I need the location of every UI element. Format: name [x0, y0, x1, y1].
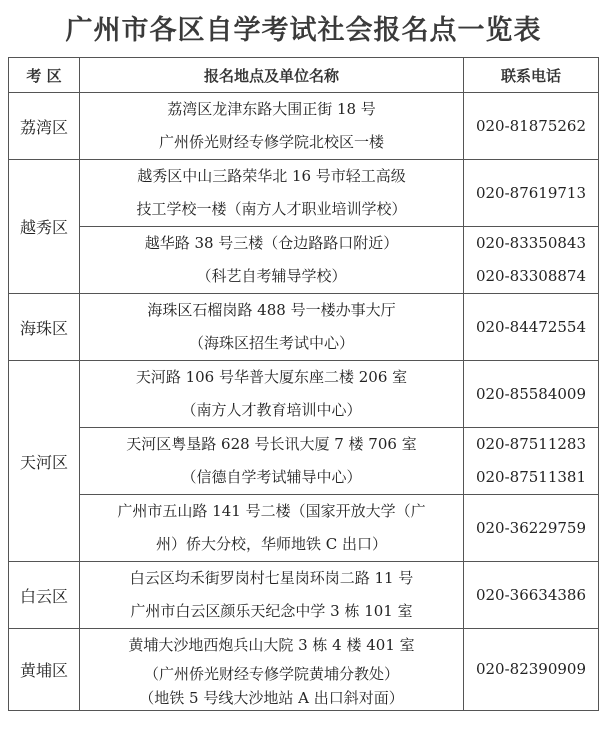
site-phone	[464, 562, 599, 629]
phone-number: 020-36634386	[475, 585, 587, 604]
address-line: （南方人才教育培训中心）	[181, 401, 362, 419]
table-header-row	[9, 58, 599, 93]
phone-number: 020-84472554	[475, 317, 587, 336]
site-address	[80, 495, 464, 562]
address-line: 黄埔大沙地西炮兵山大院 3 栋 4 楼 401 室	[128, 636, 415, 654]
header-phone: 联系电话	[464, 58, 599, 93]
phone-number: 020-87619713	[475, 183, 587, 202]
address-line: 广州市白云区颜乐天纪念中学 3 栋 101 室	[130, 602, 413, 620]
address-line: 越华路 38 号三楼（仓边路路口附近）	[144, 234, 399, 252]
address-line: （广州侨光财经专修学院黄埔分教处）	[143, 665, 399, 683]
site-address	[80, 428, 464, 495]
district-name: 越秀区	[9, 160, 80, 294]
table-row	[9, 93, 599, 160]
enrollment-sites-table	[8, 57, 599, 711]
site-phone	[464, 227, 599, 294]
site-address	[80, 160, 464, 227]
table-row	[9, 562, 599, 629]
phone-number: 020-83350843	[475, 234, 587, 252]
site-phone	[464, 294, 599, 361]
phone-number: 020-81875262	[475, 116, 587, 135]
district-name: 荔湾区	[9, 93, 80, 160]
site-phone	[464, 495, 599, 562]
address-line: 白云区均禾街罗岗村七星岗环岗二路 11 号	[129, 569, 414, 587]
phone-number: 020-85584009	[475, 384, 587, 403]
address-line: （地铁 5 号线大沙地站 A 出口斜对面）	[139, 689, 404, 707]
phone-number: 020-36229759	[475, 518, 587, 537]
site-phone	[464, 361, 599, 428]
address-line: 荔湾区龙津东路大围正街 18 号	[167, 100, 376, 118]
site-phone	[464, 160, 599, 227]
table-row	[9, 361, 599, 428]
table-row	[9, 294, 599, 361]
site-address	[80, 93, 464, 160]
site-phone	[464, 93, 599, 160]
district-name: 白云区	[9, 562, 80, 629]
address-line: 广州市五山路 141 号二楼（国家开放大学（广	[117, 502, 426, 520]
table-row	[9, 428, 599, 495]
header-address: 报名地点及单位名称	[80, 58, 464, 93]
site-address	[80, 227, 464, 294]
address-line: 越秀区中山三路荣华北 16 号市轻工高级	[137, 167, 406, 185]
site-address	[80, 294, 464, 361]
phone-number: 020-87511381	[475, 468, 587, 486]
header-district: 考 区	[9, 58, 80, 93]
site-address	[80, 629, 464, 711]
address-line: （科艺自考辅导学校）	[196, 267, 347, 285]
address-line: 天河区粤垦路 628 号长讯大厦 7 楼 706 室	[126, 435, 417, 453]
address-line: 技工学校一楼（南方人才职业培训学校）	[136, 200, 407, 218]
table-row	[9, 227, 599, 294]
site-address	[80, 562, 464, 629]
site-phone	[464, 428, 599, 495]
address-line: 州）侨大分校，华师地铁 C 出口）	[155, 535, 387, 553]
site-phone	[464, 629, 599, 711]
address-line: （海珠区招生考试中心）	[188, 334, 354, 352]
address-line: 海珠区石榴岗路 488 号一楼办事大厅	[147, 301, 396, 319]
table-row	[9, 495, 599, 562]
address-line: 天河路 106 号华普大厦东座二楼 206 室	[135, 368, 408, 386]
phone-number: 020-83308874	[475, 267, 587, 285]
phone-number: 020-82390909	[475, 660, 587, 678]
address-line: 广州侨光财经专修学院北校区一楼	[158, 133, 384, 151]
table-row	[9, 160, 599, 227]
page-title: 广州市各区自学考试社会报名点一览表	[65, 15, 542, 46]
table-body	[9, 93, 599, 711]
address-line: （信德自学考试辅导中心）	[181, 468, 362, 486]
site-address	[80, 361, 464, 428]
district-name: 天河区	[9, 361, 80, 562]
table-row	[9, 629, 599, 711]
district-name: 海珠区	[9, 294, 80, 361]
district-name: 黄埔区	[9, 629, 80, 711]
phone-number: 020-87511283	[475, 435, 587, 453]
